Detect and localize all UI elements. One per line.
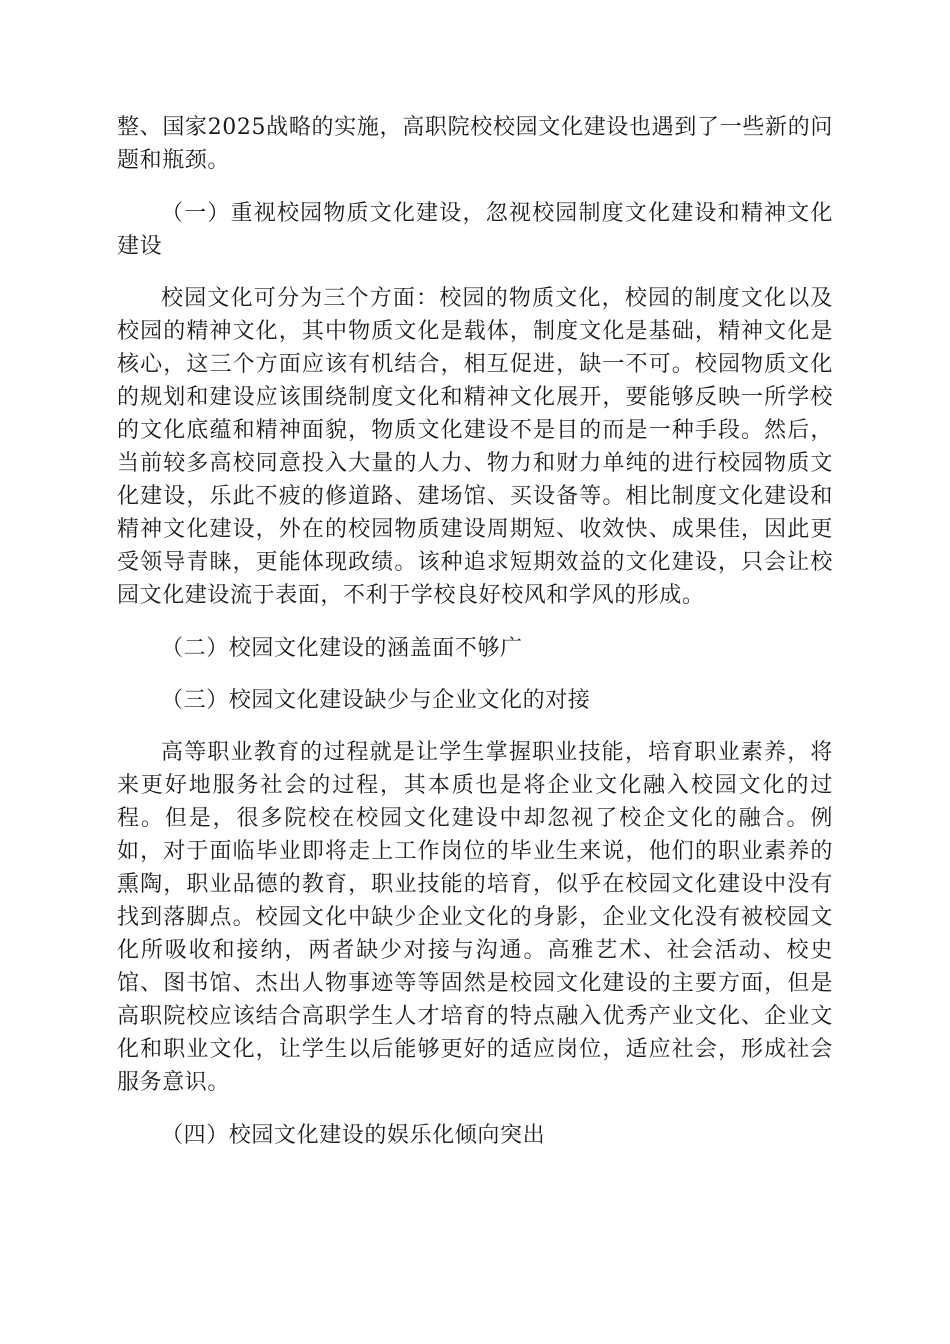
document-body [117,111,833,1171]
section-heading-4: （四）校园文化建设的娱乐化倾向突出 [161,1123,546,1148]
section-heading-2: （二）校园文化建设的涵盖面不够广 [161,636,523,661]
section-heading-3: （三）校园文化建设缺少与企业文化的对接 [161,688,591,713]
paragraph-vocational-education: 高等职业教育的过程就是让学生掌握职业技能，培育职业素养，将来更好地服务社会的过程，其本质也是将企业文化融入校园文化的过程。但是，很多院校在校园文化建设中却忽视了校企文化的融合。例如，对于面临毕业即将走上工作岗位的毕业生来说，他们的职业素养的熏陶，职业品德的教育，职业技能的培育，似乎在校园文化建设中没有找到落脚点。校园文化中缺少企业文化的身影，企业文化没有被校园文化所吸收和接纳，两者缺少对接与沟通。高雅艺术、社会活动、校史馆、图书馆、杰出人物事迹等等固然是校园文化建设的主要方面，但是高职院校应该结合高职学生人才培育的特点融入优秀产业文化、企业文化和职业文化，让学生以后能够更好的适应岗位，适应社会，形成社会服务意识。 [117,740,833,1095]
paragraph-campus-culture: 校园文化可分为三个方面：校园的物质文化，校园的制度文化以及校园的精神文化，其中物质文化是载体，制度文化是基础，精神文化是核心，这三个方面应该有机结合，相互促进，缺一不可。校园物质文化的规划和建设应该围绕制度文化和精神文化展开，要能够反映一所学校的文化底蕴和精神面貌，物质文化建设不是目的而是一种手段。然后，当前较多高校同意投入大量的人力、物力和财力单纯的进行校园物质文化建设，乐此不疲的修道路、建场馆、买设备等。相比制度文化建设和精神文化建设，外在的校园物质建设周期短、收效快、成果佳，因此更受领导青睐，更能体现政绩。该种追求短期效益的文化建设，只会让校园文化建设流于表面，不利于学校良好校风和学风的形成。 [117,286,833,608]
section-heading-1: （一）重视校园物质文化建设，忽视校园制度文化建设和精神文化建设 [117,201,833,259]
paragraph-continued: 整、国家2025战略的实施，高职院校校园文化建设也遇到了一些新的问题和瓶颈。 [117,115,833,173]
